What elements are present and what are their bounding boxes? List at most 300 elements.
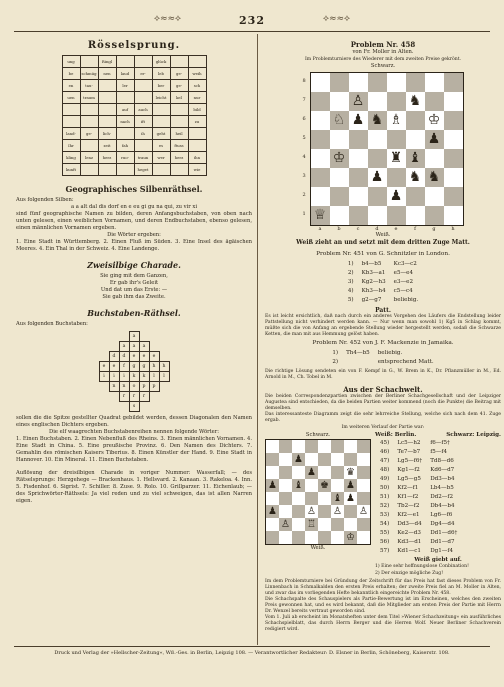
schachwelt-diagram: [265, 432, 371, 577]
move-cell: entsprechend Matt.: [377, 359, 434, 365]
roessel-cell: traun: [134, 152, 152, 164]
schachwelt-chessboard: [265, 439, 371, 545]
roessel-cell: ler: [116, 80, 134, 92]
roessel-grid: [62, 55, 207, 176]
buchstaben-task: sollen die die Spitze gestellter Quadrat gebildet werden, dessen Diagonalen den Namen eines englischen Dichters ergeben.: [16, 415, 252, 428]
move-row: [377, 476, 460, 483]
board-square: [266, 518, 279, 531]
board-square: [344, 505, 357, 518]
board-square: [318, 440, 331, 453]
board-square: ♕: [311, 206, 330, 225]
roessel-cell: ift: [134, 116, 152, 128]
roessel-cell: nach: [116, 116, 134, 128]
roessel-title: Rösselsprung.: [87, 40, 181, 51]
p458-rank-labels: [303, 72, 310, 226]
board-square: [279, 505, 292, 518]
board-square: [318, 518, 331, 531]
roessel-cell: wer: [152, 152, 170, 164]
schachwelt-moves: [375, 438, 462, 557]
letter-cell: g: [139, 362, 149, 372]
board-square: [279, 531, 292, 544]
board-square: [368, 130, 387, 149]
board-square: ♟: [351, 112, 365, 128]
roessel-cell: [170, 104, 188, 116]
board-square: [279, 466, 292, 479]
board-square: [292, 518, 305, 531]
move-cell: 49): [380, 476, 390, 482]
schachwelt-black-label: Schwarz.: [305, 432, 331, 438]
move-cell: 4): [347, 288, 354, 294]
board-square: [318, 453, 331, 466]
roessel-cell: en: [62, 80, 80, 92]
board-square: ♙: [307, 506, 316, 517]
board-square: [425, 187, 444, 206]
letter-cell: [99, 332, 109, 342]
letter-cell: k: [139, 372, 149, 382]
board-square: ♞: [425, 168, 444, 187]
board-square: [330, 206, 349, 225]
roessel-cell: ber: [152, 80, 170, 92]
board-square: ♟: [266, 479, 279, 492]
board-rank: [311, 130, 463, 149]
board-square: ♔: [330, 149, 349, 168]
letter-cell: p: [149, 382, 159, 392]
roessel-cell-row: [62, 68, 206, 80]
board-square: ♙: [349, 92, 368, 111]
letter-cell: [139, 402, 149, 412]
move-cell: Lc5—h2: [397, 440, 421, 446]
charade-line: Sie ging mit dem Ganzen,: [100, 273, 168, 279]
move-row: [377, 485, 460, 492]
roessel-cell: es: [152, 140, 170, 152]
board-square: [318, 531, 331, 544]
board-square: [266, 440, 279, 453]
move-row: [377, 530, 460, 537]
move-cell: Tb2—f2: [397, 503, 420, 509]
board-square: [406, 130, 425, 149]
board-square: ♔: [427, 112, 441, 128]
board-square: [387, 206, 406, 225]
board-rank: [311, 92, 463, 111]
p458-white-label: Weiß.: [375, 232, 391, 238]
charade-line: Er gab ihr's Geleit: [109, 280, 159, 286]
silben-clues: 1. Eine Stadt in Württemberg. 2. Einen Fluß im Süden. 3. Eine Insel des ägäischen Meeres. 4. Ein Thal in der Schweiz. 4. Eine Landenge.: [16, 239, 252, 252]
file-label: c: [356, 226, 360, 232]
board-square: [311, 111, 330, 130]
roessel-cell-row: [62, 116, 206, 128]
roessel-cell: laud: [116, 68, 134, 80]
roessel-cell: [188, 56, 206, 68]
p458-black-label: Schwarz.: [370, 63, 396, 69]
roessel-cell: [80, 164, 98, 176]
move-cell: Dd3—b4: [430, 476, 455, 482]
letter-cell: p: [139, 382, 149, 392]
file-label: d: [375, 226, 379, 232]
left-ornament: ⟡≈≈⟡: [154, 14, 181, 24]
move-row: [345, 270, 421, 277]
board-rank: [266, 531, 370, 544]
board-square: [305, 492, 318, 505]
letter-cell-row: [99, 402, 169, 412]
roessel-cell: heget: [134, 164, 152, 176]
move-cell: Lg5—f6†: [397, 458, 423, 464]
board-square: [331, 440, 344, 453]
board-square: ♞: [408, 169, 422, 185]
board-square: [344, 518, 357, 531]
board-rank: [266, 466, 370, 479]
roessel-cell: Ihr: [62, 140, 80, 152]
roessel-cell: [152, 104, 170, 116]
file-label: e: [394, 226, 398, 232]
header-white: Weiß: Berlin.: [375, 432, 417, 438]
schachwelt-reports: Im dem Problemturniere bei Gründung der Zeitschrift für das Preis hat fast dieses Problem von Fr. Linnenbach in Schmalkalden den ersten Preis erhalten; der zweite Preis fiel an M. Moller in Alten, und zwar das im vorliegenden Hefte bekanntlich eingereichte Problem Nr. 458.: [265, 579, 501, 596]
board-square: ♟: [305, 466, 318, 479]
roessel-cell: [98, 116, 116, 128]
board-square: ♘: [330, 111, 349, 130]
p452-title: Problem Nr. 452 von J. F. Mackenzie in Jamaika.: [312, 340, 454, 346]
roessel-cell: leicht: [152, 92, 170, 104]
move-row: [345, 279, 421, 286]
rank-label: 3: [302, 173, 306, 179]
letter-cell: [109, 392, 119, 402]
board-square: [292, 505, 305, 518]
roessel-cell: [98, 80, 116, 92]
roessel-cell: auf: [116, 104, 134, 116]
board-square: [318, 505, 331, 518]
move-row: [377, 503, 460, 510]
roessel-cell: [62, 116, 80, 128]
board-square: [331, 531, 344, 544]
move-row: [329, 359, 436, 366]
board-square: [330, 92, 349, 111]
letter-cell: e: [149, 352, 159, 362]
roessel-cell: [152, 164, 170, 176]
roessel-cell: [80, 140, 98, 152]
board-square: ♙: [359, 506, 368, 517]
board-rank: [311, 187, 463, 206]
schachwelt-game-label: Im weiteren Verlauf der Partie war:: [341, 425, 425, 430]
roessel-cell: [80, 56, 98, 68]
roessel-cell-row: [62, 80, 206, 92]
schachwelt-title: Aus der Schachwelt.: [343, 385, 423, 394]
silben-title: Geographisches Silbenräthsel.: [65, 184, 203, 194]
board-square: [330, 73, 349, 92]
letter-cell: e: [129, 352, 139, 362]
roessel-cell: sch: [188, 80, 206, 92]
left-column: [16, 34, 252, 505]
letter-cell-row: [99, 372, 169, 382]
board-square: [349, 130, 368, 149]
roessel-cell: ung: [62, 56, 80, 68]
roessel-cell-row: [62, 128, 206, 140]
roessel-cell: heil: [170, 128, 188, 140]
move-cell: beliebig.: [377, 350, 403, 356]
file-label: b: [337, 226, 341, 232]
roessel-cell: [170, 56, 188, 68]
board-square: [344, 453, 357, 466]
roessel-cell: nur: [188, 92, 206, 104]
roessel-cell: [170, 164, 188, 176]
charade-title: Zweisilbige Charade.: [87, 260, 181, 270]
board-square: ♟: [346, 493, 355, 504]
board-square: [444, 130, 463, 149]
rank-label: 5: [302, 135, 306, 141]
roessel-cell: tau-: [80, 80, 98, 92]
footer-rule: [14, 646, 490, 647]
board-square: [292, 466, 305, 479]
move-row: [345, 288, 421, 295]
board-square: ♝: [292, 479, 305, 492]
move-row: [345, 297, 421, 304]
roessel-cell: ge-: [170, 68, 188, 80]
letter-cell: [149, 392, 159, 402]
move-row: [377, 512, 460, 519]
board-square: ♝: [406, 149, 425, 168]
move-row: [377, 467, 460, 474]
board-square: ♗: [389, 112, 403, 128]
schachwelt-moves-wrap: [375, 432, 501, 577]
roessel-cell: wie: [188, 164, 206, 176]
board-square: [357, 440, 370, 453]
file-label: g: [432, 226, 436, 232]
board-square: [425, 206, 444, 225]
letter-cell: i: [109, 372, 119, 382]
board-square: [425, 149, 444, 168]
board-square: [331, 453, 344, 466]
roessel-cell: ih: [134, 128, 152, 140]
letter-cell: [159, 342, 169, 352]
letter-cell: [119, 402, 129, 412]
p452-moves: [327, 348, 438, 368]
move-cell: beliebig.: [393, 297, 419, 303]
letter-cell: [159, 382, 169, 392]
board-square: [357, 492, 370, 505]
move-cell: Lg5—g5: [397, 476, 421, 482]
board-square: [368, 73, 387, 92]
file-label: a: [318, 226, 322, 232]
p458-author: von Fr. Moller in Alten.: [352, 49, 414, 55]
board-square: [425, 92, 444, 111]
move-cell: 2): [332, 359, 339, 365]
roessel-cell: [98, 92, 116, 104]
roessel-cell: geht: [152, 128, 170, 140]
board-square: [387, 168, 406, 187]
letter-cell: r: [119, 392, 129, 402]
roessel-cell: [80, 104, 98, 116]
p452-note: Die richtige Lösung sendeten ein von F. Kempf in G., W. Brem in K., Dr. Pflanzmüller in M., Ed. Arnold in M., Ch. Tobel in M.: [265, 369, 501, 380]
letter-cell: [139, 332, 149, 342]
letter-cell-row: [99, 382, 169, 392]
p451-moves: [343, 259, 423, 306]
letter-cell: [99, 392, 109, 402]
roessel-cell: traum: [80, 92, 98, 104]
board-square: ♝: [331, 492, 344, 505]
roessel-cell: herz: [98, 152, 116, 164]
roessel-cell-row: [62, 152, 206, 164]
move-row: [345, 261, 421, 268]
buchstaben-clues: 1. Einen Buchstaben. 2. Einen Nebenfluß des Rheins. 3. Einen männlichen Vornamen. 4. Eine Stadt in China. 5. Eine preußische Provinz. 6. Den Namen des Dichters. 7. Gemahlin des römischen Kaisers Tiberius. 8. Einen Künstler der Hand. 9. Eine Stadt in Hannover. 10. Ein Mineral. 11. Einen Buchstaben.: [16, 436, 252, 463]
move-row: [377, 521, 460, 528]
move-row: [377, 548, 460, 555]
page-number: 232: [239, 14, 265, 27]
schachwelt-white-label: Weiß.: [310, 545, 326, 551]
letter-cell: [159, 402, 169, 412]
move-cell: Kg1—f2: [397, 467, 420, 473]
schachwelt-club: Die Schachspalte des Schauspielers als Partie-Bewertung ist im Erscheinen, welches den zweiten Preis gewonnen hat, und es wird bekannt, daß die Mitglieder am ersten Preis der Partie mit Herrn Dr. Wenzel bereits vertraut geworden sind.: [265, 597, 501, 614]
letter-cell: n: [119, 382, 129, 392]
board-square: [387, 130, 406, 149]
move-cell: Kf1—f2: [397, 494, 419, 500]
board-square: [444, 111, 463, 130]
roessel-cell: [62, 104, 80, 116]
board-square: [292, 531, 305, 544]
letter-cell: [109, 402, 119, 412]
schachwelt-result: Weiß giebt auf.: [414, 557, 462, 563]
p458-chessboard: [310, 72, 464, 226]
move-row: [377, 539, 460, 546]
board-square: [357, 453, 370, 466]
letter-cell: i: [99, 372, 109, 382]
move-cell: Kg2—h3: [361, 279, 386, 285]
move-cell: 47): [380, 458, 390, 464]
move-cell: Lg6—f6: [430, 512, 453, 518]
board-square: [387, 92, 406, 111]
board-square: [330, 187, 349, 206]
roessel-cell: kling: [62, 152, 80, 164]
roessel-cell-row: [62, 92, 206, 104]
move-cell: Dg1—f4: [430, 548, 454, 554]
letter-cell: [159, 352, 169, 362]
charade-line: Sie gab ihm das Zweite.: [102, 294, 166, 300]
file-label: f: [414, 226, 416, 232]
letter-cell: [119, 332, 129, 342]
letter-cell: [159, 392, 169, 402]
letter-cell: [149, 402, 159, 412]
board-square: ♟: [266, 505, 279, 518]
board-square: [406, 73, 425, 92]
roessel-cell: [80, 116, 98, 128]
move-cell: Kc3—c2: [393, 261, 417, 267]
move-cell: Te7—b7: [397, 449, 421, 455]
board-square: [279, 440, 292, 453]
move-cell: Kd3—d1: [397, 539, 422, 545]
board-square: [368, 149, 387, 168]
schachwelt-text: Die beiden Correspondenzpartien zwischen der Berliner Schachgesellschaft und der Leipziger Augustea sind entschieden, da die beiden Partien weiter kommend (noch die Punkte) die Beitrag mit demselben.: [265, 394, 501, 411]
roessel-cell: herz: [170, 152, 188, 164]
schachwelt-game: [265, 432, 501, 577]
move-cell: Kh3—h4: [361, 288, 386, 294]
move-cell: Dg4—d4: [430, 521, 455, 527]
board-square: [305, 453, 318, 466]
rank-label: 7: [302, 97, 306, 103]
board-square: ♜: [389, 150, 403, 166]
board-square: [311, 73, 330, 92]
board-square: [305, 531, 318, 544]
rank-label: 6: [302, 116, 306, 122]
letter-cell: [99, 342, 109, 352]
board-square: [292, 492, 305, 505]
right-ornament: ⟡≈≈⟡: [323, 14, 350, 24]
move-cell: Lb4—b5: [430, 485, 454, 491]
move-row: [377, 458, 460, 465]
schachwelt-closing: Vom 1. Juli ab erscheint im Monatsheften unter dem Titel »Wiener Schachzeitung« ein ausführliches Schachspielblatt, das durch Herrn Berger und die Herren Wolf. Neuer Berliner Schachverein redigiert wird.: [265, 615, 501, 632]
letter-cell: [109, 332, 119, 342]
schachwelt-note-a: 1) Eine sehr hoffnungslose Conbination!: [375, 564, 469, 569]
roessel-cell: [116, 128, 134, 140]
board-rank: [311, 206, 463, 225]
board-square: [266, 466, 279, 479]
letter-cell: e: [139, 352, 149, 362]
roessel-cell-row: [62, 56, 206, 68]
move-cell: 5): [347, 297, 354, 303]
letter-cell: a: [129, 332, 139, 342]
move-cell: 2): [347, 270, 354, 276]
board-square: ♟: [344, 479, 357, 492]
board-square: ♞: [368, 111, 387, 130]
roessel-cell: uen: [62, 92, 80, 104]
board-square: [311, 187, 330, 206]
board-square: [349, 187, 368, 206]
roessel-cell-row: [62, 164, 206, 176]
roessel-cell: [134, 140, 152, 152]
letter-cell: e: [109, 362, 119, 372]
board-rank: [266, 453, 370, 466]
board-rank: [311, 168, 463, 187]
roessel-cell-row: [62, 104, 206, 116]
board-square: [311, 130, 330, 149]
move-cell: b4—b5: [361, 261, 382, 267]
roessel-cell: leb: [152, 68, 170, 80]
letter-cell-row: [99, 392, 169, 402]
move-cell: Db4—b4: [430, 503, 455, 509]
schachwelt-note-b: 2) Der einzige mögliche Zug!: [375, 571, 444, 576]
rank-label: 2: [302, 192, 306, 198]
letter-cell: s: [129, 402, 139, 412]
board-square: [292, 440, 305, 453]
letter-cell: h: [159, 362, 169, 372]
board-square: [266, 492, 279, 505]
roessel-cell: be: [62, 68, 80, 80]
board-square: [387, 73, 406, 92]
board-square: [331, 479, 344, 492]
move-cell: 51): [380, 494, 390, 500]
move-cell: Dd1—d7: [430, 539, 455, 545]
roessel-cell: fah: [116, 140, 134, 152]
board-square: [444, 73, 463, 92]
move-row: [377, 449, 460, 456]
letter-cell-row: [99, 352, 169, 362]
roessel-cell: ruo-: [116, 152, 134, 164]
roessel-cell: [188, 128, 206, 140]
board-square: [349, 149, 368, 168]
letter-cell: r: [139, 392, 149, 402]
board-square: [368, 206, 387, 225]
board-square: [349, 206, 368, 225]
board-square: ♛: [346, 467, 355, 478]
move-cell: 57): [380, 548, 390, 554]
p458-title: Problem Nr. 458: [350, 40, 416, 49]
letter-cell: [149, 332, 159, 342]
board-square: [349, 73, 368, 92]
letter-cell-row: [99, 342, 169, 352]
letter-cell: d: [109, 352, 119, 362]
move-cell: 46): [380, 449, 390, 455]
board-rank: [266, 440, 370, 453]
header-rule: [14, 31, 490, 32]
roessel-cell: [170, 116, 188, 128]
move-cell: e3—e2: [393, 279, 414, 285]
board-rank: [311, 73, 463, 92]
